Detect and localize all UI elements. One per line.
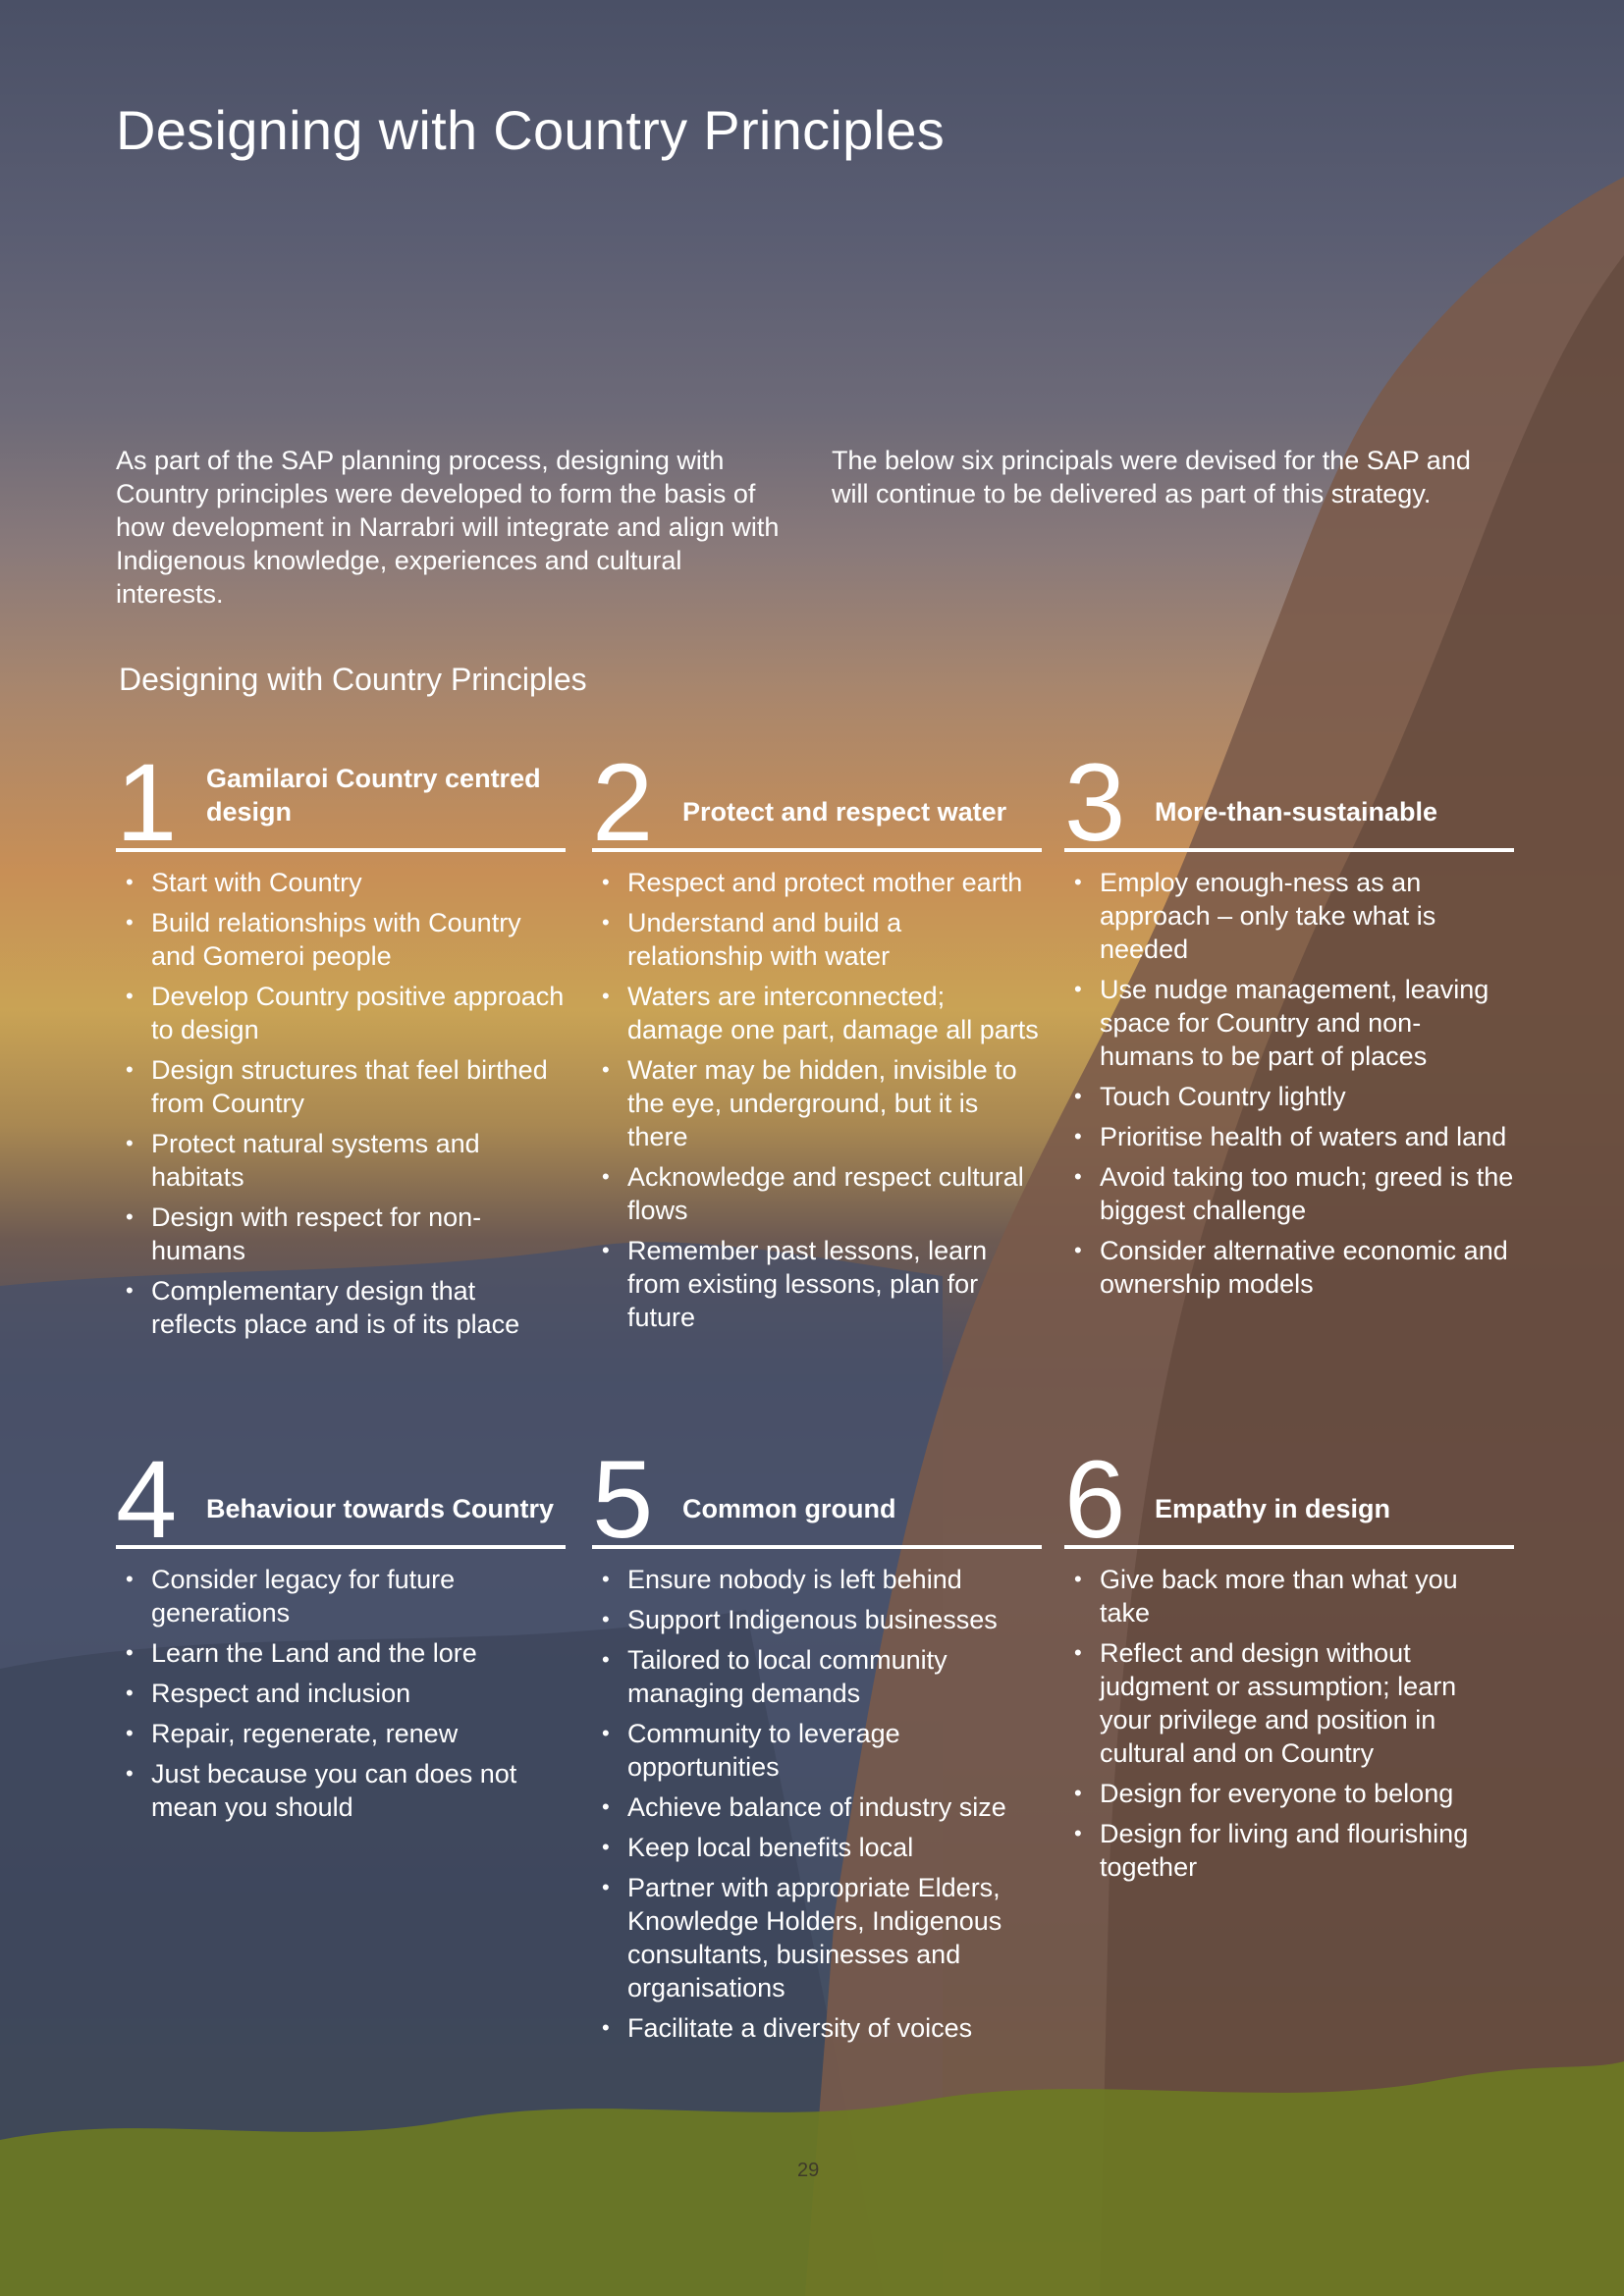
page-number: 29 [797,2160,820,2181]
intro-paragraph-left: As part of the SAP planning process, designing with Country principles were developed to form the basis of how development in Narrabri will integrate and align with Indigenous knowledge, experiences and cultural interests. [116,446,780,609]
list-item: • Learn the Land and the lore [116,1636,566,1670]
list-item: • Build relationships with Country and Gomeroi people [116,906,566,973]
principle-title: Protect and respect water [682,797,1007,827]
principle-4 [116,1438,566,1831]
list-item: • Achieve balance of industry size [592,1790,1042,1824]
list-item: • Design for everyone to belong [1064,1777,1514,1810]
principle-number: 1 [116,741,178,864]
principle-number: 6 [1064,1438,1126,1561]
list-item: • Tailored to local community managing demands [592,1643,1042,1710]
list-item: • Partner with appropriate Elders, Knowledge Holders, Indigenous consultants, businesses and organisations [592,1871,1042,2004]
list-item: • Ensure nobody is left behind [592,1563,1042,1596]
principle-list [1064,1563,1514,1884]
list-item: • Use nudge management, leaving space for Country and non-humans to be part of places [1064,973,1514,1073]
list-item: • Keep local benefits local [592,1831,1042,1864]
principle-header [1064,1438,1514,1561]
principle-number: 2 [592,741,654,864]
principle-title: Common ground [682,1494,896,1523]
list-item: • Respect and protect mother earth [592,866,1042,899]
list-item: • Remember past lessons, learn from existing lessons, plan for future [592,1234,1042,1334]
principle-list [116,866,566,1341]
principle-number: 3 [1064,741,1126,864]
list-item: • Give back more than what you take [1064,1563,1514,1629]
list-item: • Design for living and flourishing together [1064,1817,1514,1884]
principle-number: 5 [592,1438,654,1561]
list-item: • Start with Country [116,866,566,899]
principle-title: Empathy in design [1155,1494,1391,1523]
list-item: • Reflect and design without judgment or assumption; learn your privilege and position in cultural and on Country [1064,1636,1514,1770]
principle-header [116,1438,566,1561]
section-heading: Designing with Country Principles [119,662,587,697]
list-item: • Develop Country positive approach to design [116,980,566,1046]
list-item: • Understand and build a relationship with water [592,906,1042,973]
principle-number: 4 [116,1438,178,1561]
list-item: • Waters are interconnected; damage one part, damage all parts [592,980,1042,1046]
principle-3 [1064,741,1514,1308]
list-item: • Design with respect for non-humans [116,1201,566,1267]
list-item: • Just because you can does not mean you should [116,1757,566,1824]
list-item: • Employ enough-ness as an approach – only take what is needed [1064,866,1514,966]
principle-list [1064,866,1514,1301]
principle-title: More-than-sustainable [1155,797,1438,827]
list-item: • Touch Country lightly [1064,1080,1514,1113]
list-item: • Consider alternative economic and ownership models [1064,1234,1514,1301]
list-item: • Consider legacy for future generations [116,1563,566,1629]
principle-list [116,1563,566,1824]
list-item: • Community to leverage opportunities [592,1717,1042,1784]
principle-list [592,866,1042,1334]
intro-paragraph-right: The below six principals were devised for the SAP and will continue to be delivered as part of this strategy. [832,446,1471,508]
principle-header [116,741,566,864]
principle-header [592,741,1042,864]
principle-list [592,1563,1042,2045]
list-item: • Complementary design that reflects place and is of its place [116,1274,566,1341]
list-item: • Acknowledge and respect cultural flows [592,1160,1042,1227]
principle-title: Behaviour towards Country [206,1494,555,1523]
principle-title: Gamilaroi Country centred design [206,764,541,827]
principle-header [592,1438,1042,1561]
list-item: • Support Indigenous businesses [592,1603,1042,1636]
page-title: Designing with Country Principles [116,99,946,161]
list-item: • Protect natural systems and habitats [116,1127,566,1194]
list-item: • Respect and inclusion [116,1677,566,1710]
list-item: • Repair, regenerate, renew [116,1717,566,1750]
list-item: • Prioritise health of waters and land [1064,1120,1514,1153]
principle-2 [592,741,1042,1341]
list-item: • Design structures that feel birthed from Country [116,1053,566,1120]
list-item: • Water may be hidden, invisible to the eye, underground, but it is there [592,1053,1042,1153]
principle-5 [592,1438,1042,2052]
principle-6 [1064,1438,1514,1891]
principle-1 [116,741,566,1348]
principle-header [1064,741,1514,864]
list-item: • Avoid taking too much; greed is the biggest challenge [1064,1160,1514,1227]
list-item: • Facilitate a diversity of voices [592,2011,1042,2045]
